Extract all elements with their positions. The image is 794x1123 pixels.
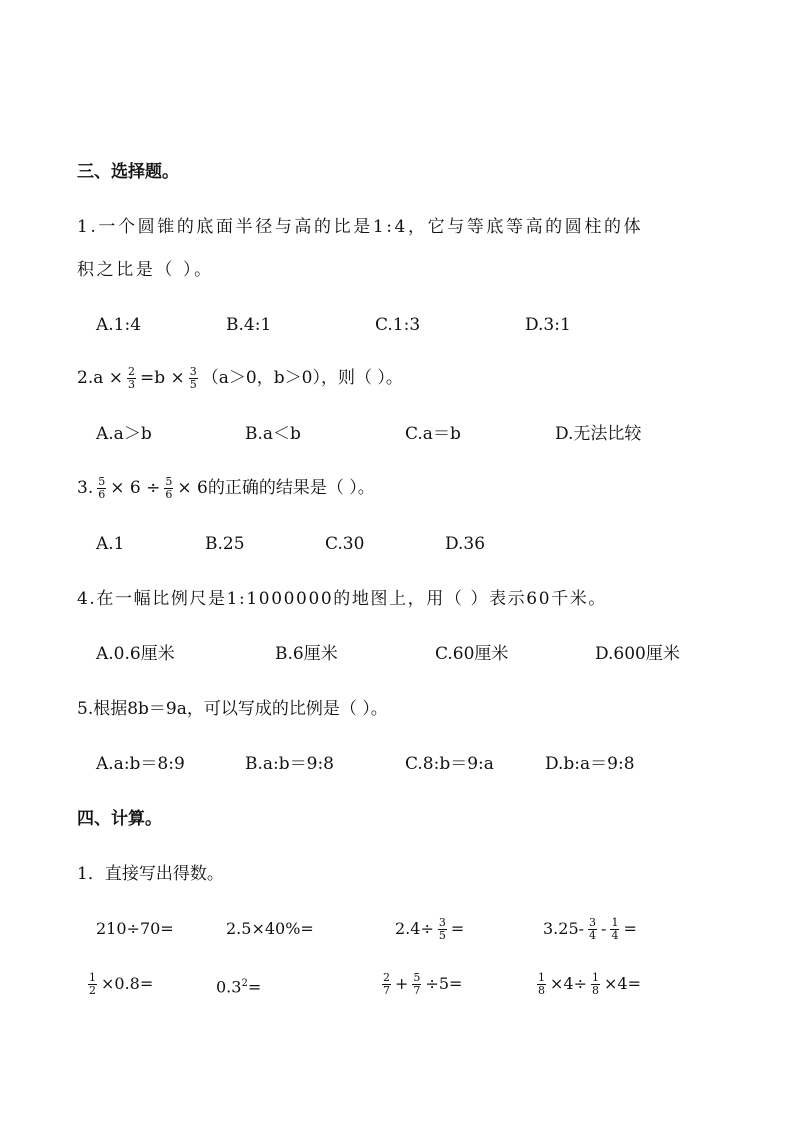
fraction-numerator: 5 <box>98 475 106 488</box>
fraction-denominator: 3 <box>128 378 136 391</box>
question-3-option-d: D.36 <box>445 534 486 554</box>
calc-r1-c3-fraction <box>438 917 447 942</box>
fraction-denominator: 7 <box>413 984 421 997</box>
question-1-option-d: D.3:1 <box>525 315 571 335</box>
question-4-option-a: A.0.6厘米 <box>96 644 175 664</box>
calc-r1-c4-suffix: = <box>623 919 637 938</box>
section4-subheading: 1．直接写出得数。 <box>77 864 224 884</box>
question-1-line-1: 1.一个圆锥的底面半径与高的比是1:4，它与等底等高的圆柱的体 <box>77 217 644 237</box>
calc-r2-c2-suffix: = <box>247 977 262 997</box>
calc-r1-c1: 210÷70= <box>96 919 174 938</box>
calc-r1-c3-prefix: 2.4÷ <box>395 919 434 938</box>
fraction-numerator: 1 <box>538 971 545 984</box>
fraction-denominator: 5 <box>438 929 446 942</box>
question-2-stem <box>77 366 403 391</box>
calc-r1-c3-suffix: = <box>450 919 465 938</box>
fraction-denominator: 6 <box>98 488 106 501</box>
question-4-stem: 4.在一幅比例尺是1:1000000的地图上，用（ ）表示60千米。 <box>77 589 607 609</box>
question-3-stem <box>77 476 375 501</box>
calc-r1-c4 <box>543 917 637 942</box>
fraction-denominator: 2 <box>89 984 96 997</box>
fraction-numerator: 1 <box>89 971 96 984</box>
calc-r1-c2: 2.5×40%= <box>226 919 314 938</box>
calc-r1-c4-fraction-2 <box>610 917 619 942</box>
calc-r1-c4-mid: - <box>601 919 607 938</box>
calc-r2-c3-fraction-1 <box>382 972 391 997</box>
calc-r2-c1-fraction <box>88 972 97 997</box>
fraction-denominator: 4 <box>589 929 597 942</box>
calc-r2-c2-base: 0.3 <box>216 977 242 997</box>
fraction-numerator: 2 <box>128 365 136 378</box>
fraction-denominator: 5 <box>189 378 197 391</box>
question-2-option-b: B.a＜b <box>245 424 301 444</box>
question-5-option-d: D.b:a＝9:8 <box>545 754 635 774</box>
question-3-option-c: C.30 <box>325 534 365 554</box>
question-5-stem: 5.根据8b＝9a，可以写成的比例是（ ）。 <box>77 699 388 719</box>
fraction-denominator: 7 <box>383 984 390 997</box>
calc-r2-c1 <box>84 972 153 997</box>
calc-r1-c4-prefix: 3.25- <box>543 919 585 938</box>
fraction-numerator: 3 <box>189 365 197 378</box>
section3-heading: 三、选择题。 <box>77 162 179 182</box>
fraction-numerator: 3 <box>438 916 446 929</box>
question-4-option-b: B.6厘米 <box>275 644 338 664</box>
fraction-denominator: 4 <box>611 929 619 942</box>
question-1-option-b: B.4:1 <box>226 315 272 335</box>
fraction-numerator: 2 <box>383 971 390 984</box>
calc-r1-c4-fraction-1 <box>588 917 597 942</box>
question-5-option-a: A.a:b＝8:9 <box>96 754 185 774</box>
fraction-numerator: 5 <box>165 475 173 488</box>
question-3-mid: × 6 ÷ <box>110 478 161 498</box>
question-3-suffix: × 6的正确的结果是（ ）。 <box>177 478 375 498</box>
calc-r2-c4 <box>533 972 641 997</box>
question-3-fraction-2 <box>164 476 173 501</box>
question-3-option-a: A.1 <box>96 534 125 554</box>
question-2-mid: =b × <box>140 368 185 388</box>
calc-r2-c3 <box>378 972 462 997</box>
section4-heading: 四、计算。 <box>77 809 162 829</box>
calc-r2-c3-mid: + <box>395 974 409 993</box>
question-1-option-c: C.1:3 <box>375 315 421 335</box>
question-4-option-c: C.60厘米 <box>435 644 509 664</box>
question-2-prefix: 2.a × <box>77 368 124 388</box>
question-2-option-c: C.a＝b <box>405 424 461 444</box>
question-5-option-c: C.8:b＝9:a <box>405 754 494 774</box>
calc-r2-c3-suffix: ÷5= <box>425 974 463 993</box>
calc-r1-c3 <box>395 917 464 942</box>
calc-r2-c2 <box>216 972 261 999</box>
calc-r2-c3-fraction-2 <box>412 972 421 997</box>
calc-r2-c4-mid: ×4÷ <box>550 974 587 993</box>
fraction-numerator: 1 <box>611 916 619 929</box>
question-4-option-d: D.600厘米 <box>595 644 680 664</box>
fraction-numerator: 1 <box>592 971 599 984</box>
calc-r2-c2-exponent: 2 <box>241 978 248 989</box>
question-2-suffix: （a＞0，b＞0），则（ ）。 <box>201 368 403 388</box>
fraction-denominator: 6 <box>165 488 173 501</box>
calc-r2-c4-suffix: ×4= <box>604 974 641 993</box>
fraction-denominator: 8 <box>538 984 545 997</box>
calc-r2-c1-suffix: ×0.8= <box>101 974 154 993</box>
question-2-option-d: D.无法比较 <box>555 424 642 444</box>
fraction-numerator: 3 <box>589 916 597 929</box>
question-2-option-a: A.a＞b <box>96 424 152 444</box>
fraction-denominator: 8 <box>592 984 599 997</box>
calc-r2-c4-fraction-2 <box>591 972 600 997</box>
question-2-fraction-2 <box>189 366 198 391</box>
question-2-fraction-1 <box>127 366 136 391</box>
question-3-fraction-1 <box>97 476 106 501</box>
calc-r2-c4-fraction-1 <box>537 972 546 997</box>
fraction-numerator: 5 <box>413 971 421 984</box>
question-1-option-a: A.1:4 <box>96 315 142 335</box>
question-1-line-2: 积之比是（ ）。 <box>77 260 214 280</box>
question-3-prefix: 3. <box>77 478 94 498</box>
question-3-option-b: B.25 <box>205 534 245 554</box>
question-5-option-b: B.a:b＝9:8 <box>245 754 335 774</box>
